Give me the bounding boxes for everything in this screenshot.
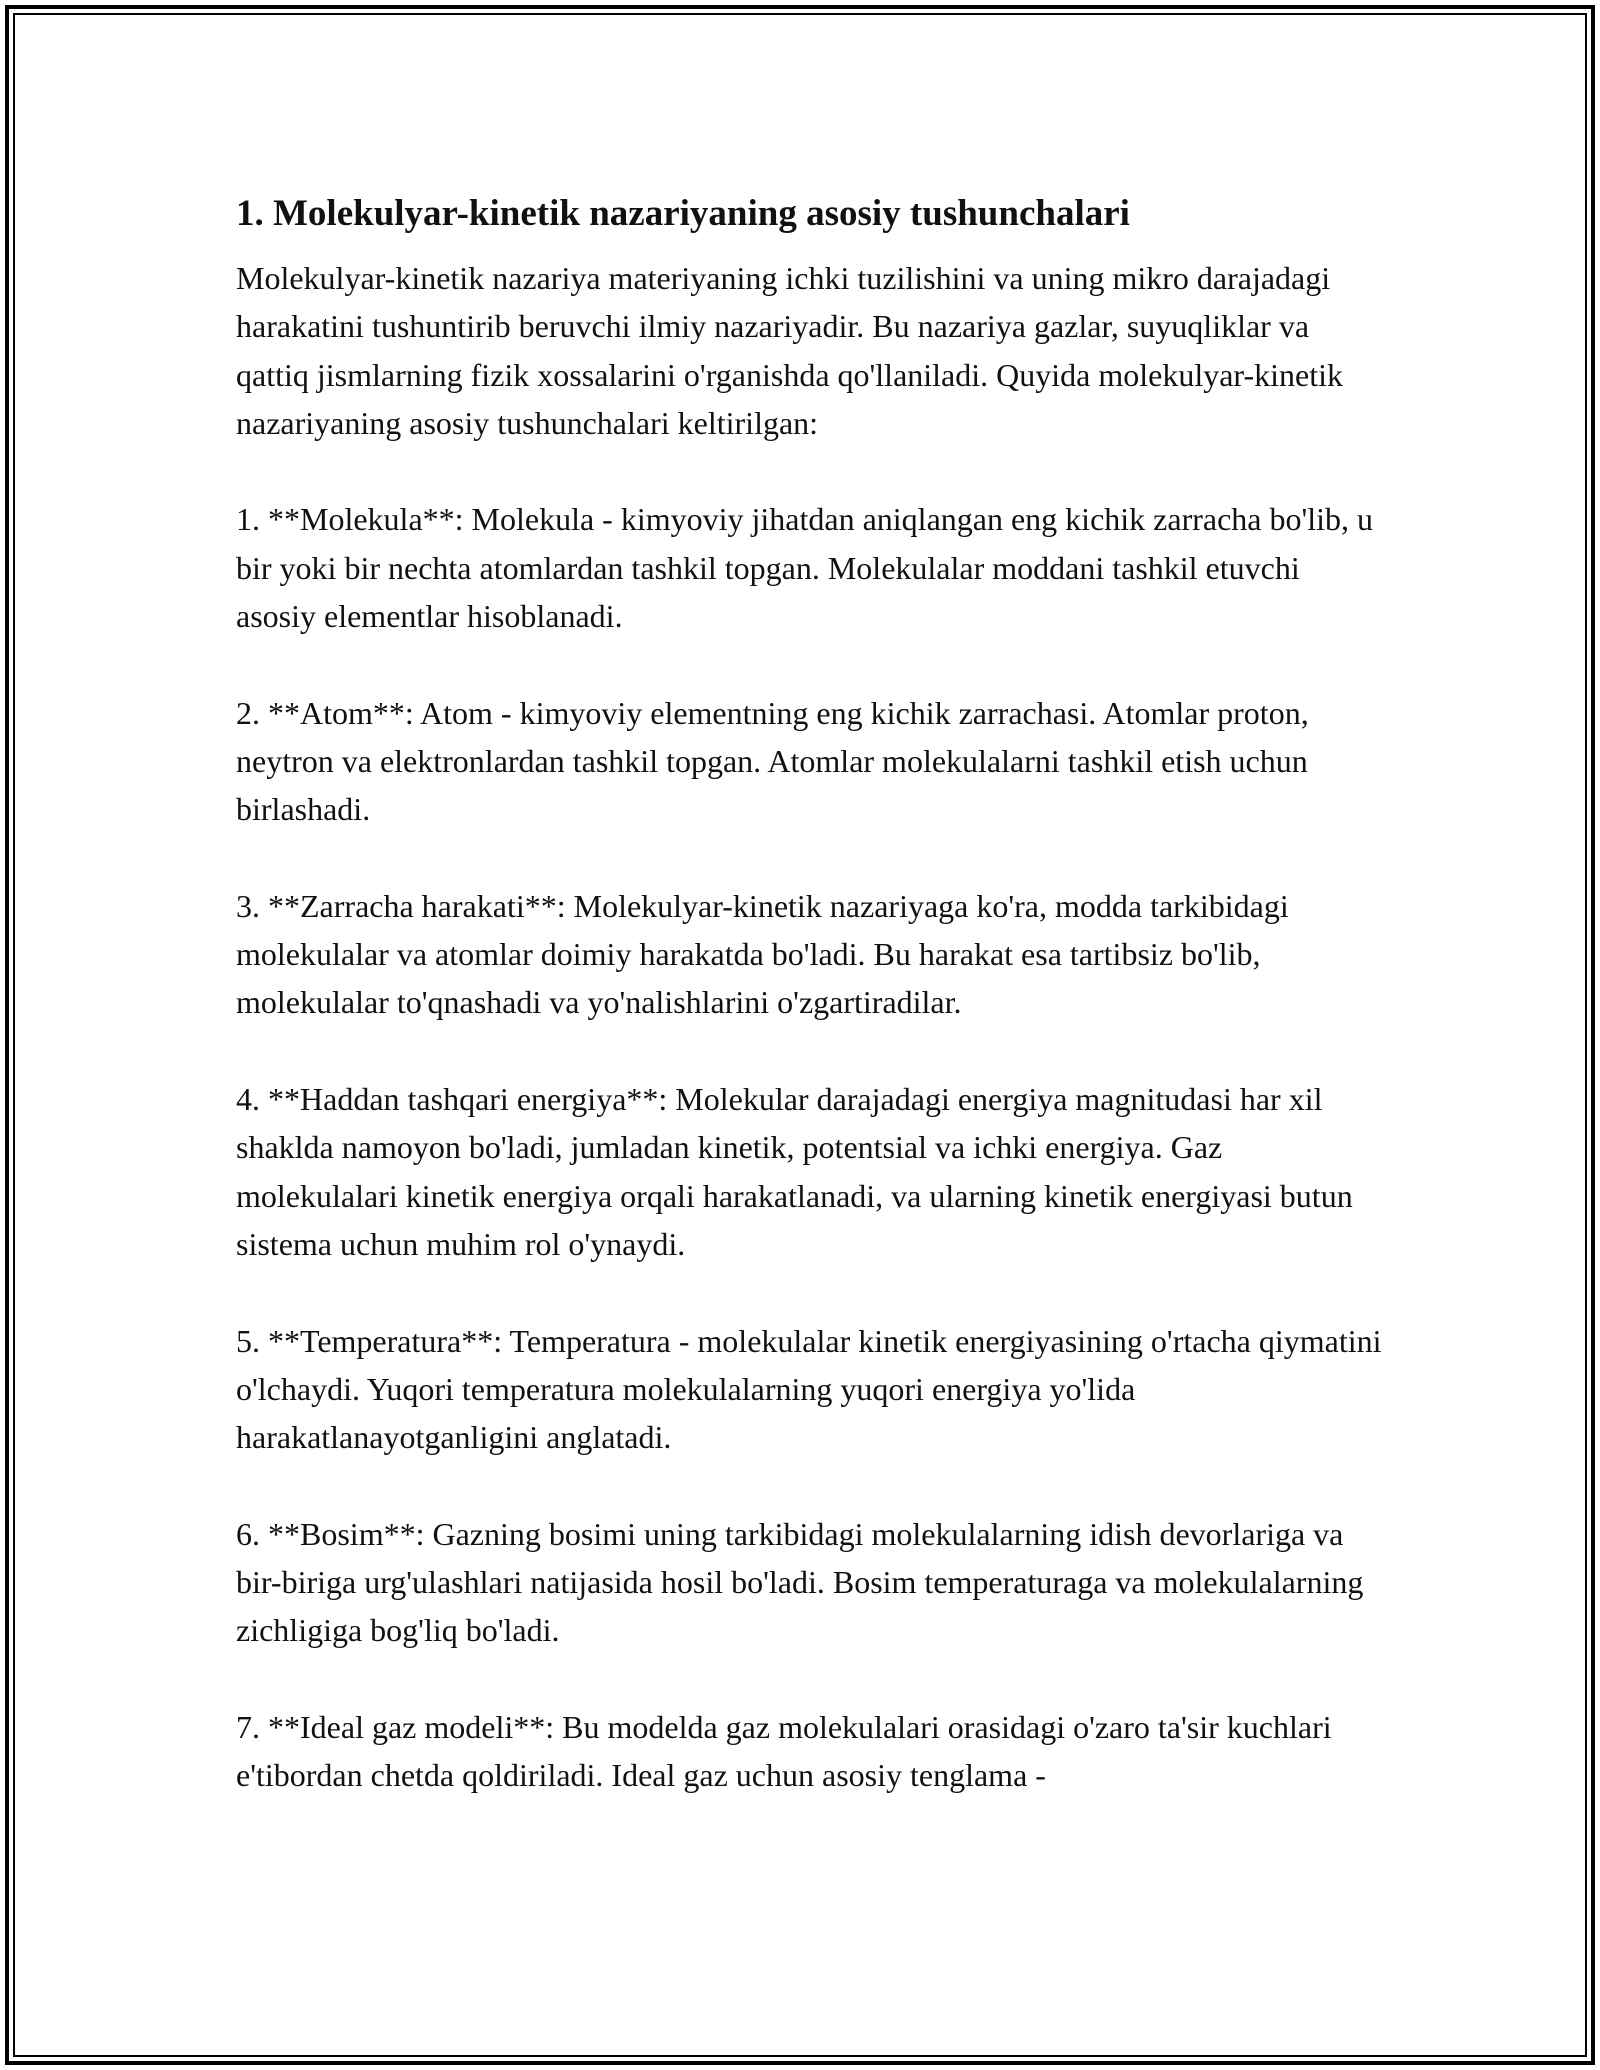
intro-paragraph: Molekulyar-kinetik nazariya materiyaning ichki tuzilishini va uning mikro darajadagi harakatini tushuntirib beruvchi ilmiy nazariyadir. Bu nazariya gazlar, suyuqliklar va qattiq jismlarning fizik xossalarini o'rganishda qo'llaniladi. Quyida molekulyar-kinetik nazariyaning asosiy tushunchalari keltirilgan: <box>236 260 1343 441</box>
list-item-energiya: 4. **Haddan tashqari energiya**: Molekular darajadagi energiya magnitudasi har xil shaklda namoyon bo'ladi, jumladan kinetik, potentsial va ichki energiya. Gaz molekulalari kinetik energiya orqali harakatlanadi, va ularning kinetik energiyasi butun sistema uchun muhim rol o'ynaydi. <box>236 1081 1353 1262</box>
document-body <box>236 186 1386 1800</box>
document-title: 1. Molekulyar-kinetik nazariyaning asosiy tushunchalari <box>236 193 1130 234</box>
list-item-zarracha-harakati: 3. **Zarracha harakati**: Molekulyar-kinetik nazariyaga ko'ra, modda tarkibidagi molekulalar va atomlar doimiy harakatda bo'ladi. Bu harakat esa tartibsiz bo'lib, molekulalar to'qnashadi va yo'nalishlarini o'zgartiradilar. <box>236 887 1289 1021</box>
list-item-atom: 2. **Atom**: Atom - kimyoviy elementning eng kichik zarrachasi. Atomlar proton, neytron va elektronlardan tashkil topgan. Atomlar molekulalarni tashkil etish uchun birlashadi. <box>236 694 1309 828</box>
list-item-ideal-gaz: 7. **Ideal gaz modeli**: Bu modelda gaz molekulalari orasidagi o'zaro ta'sir kuchlari e'tibordan chetda qoldiriladi. Ideal gaz uchun asosiy tenglama - <box>236 1708 1332 1794</box>
list-item-bosim: 6. **Bosim**: Gazning bosimi uning tarkibidagi molekulalarning idish devorlariga va bir-biriga urg'ulashlari natijasida hosil bo'ladi. Bosim temperaturaga va molekulalarning zichligiga bog'liq bo'ladi. <box>236 1515 1364 1649</box>
list-item-molekula: 1. **Molekula**: Molekula - kimyoviy jihatdan aniqlangan eng kichik zarracha bo'lib, u bir yoki bir nechta atomlardan tashkil topgan. Molekulalar moddani tashkil etuvchi asosiy elementlar hisoblanadi. <box>236 501 1374 635</box>
list-item-temperatura: 5. **Temperatura**: Temperatura - molekulalar kinetik energiyasining o'rtacha qiymatini o'lchaydi. Yuqori temperatura molekulalarning yuqori energiya yo'lida harakatlanayotganligini anglatadi. <box>236 1322 1382 1456</box>
